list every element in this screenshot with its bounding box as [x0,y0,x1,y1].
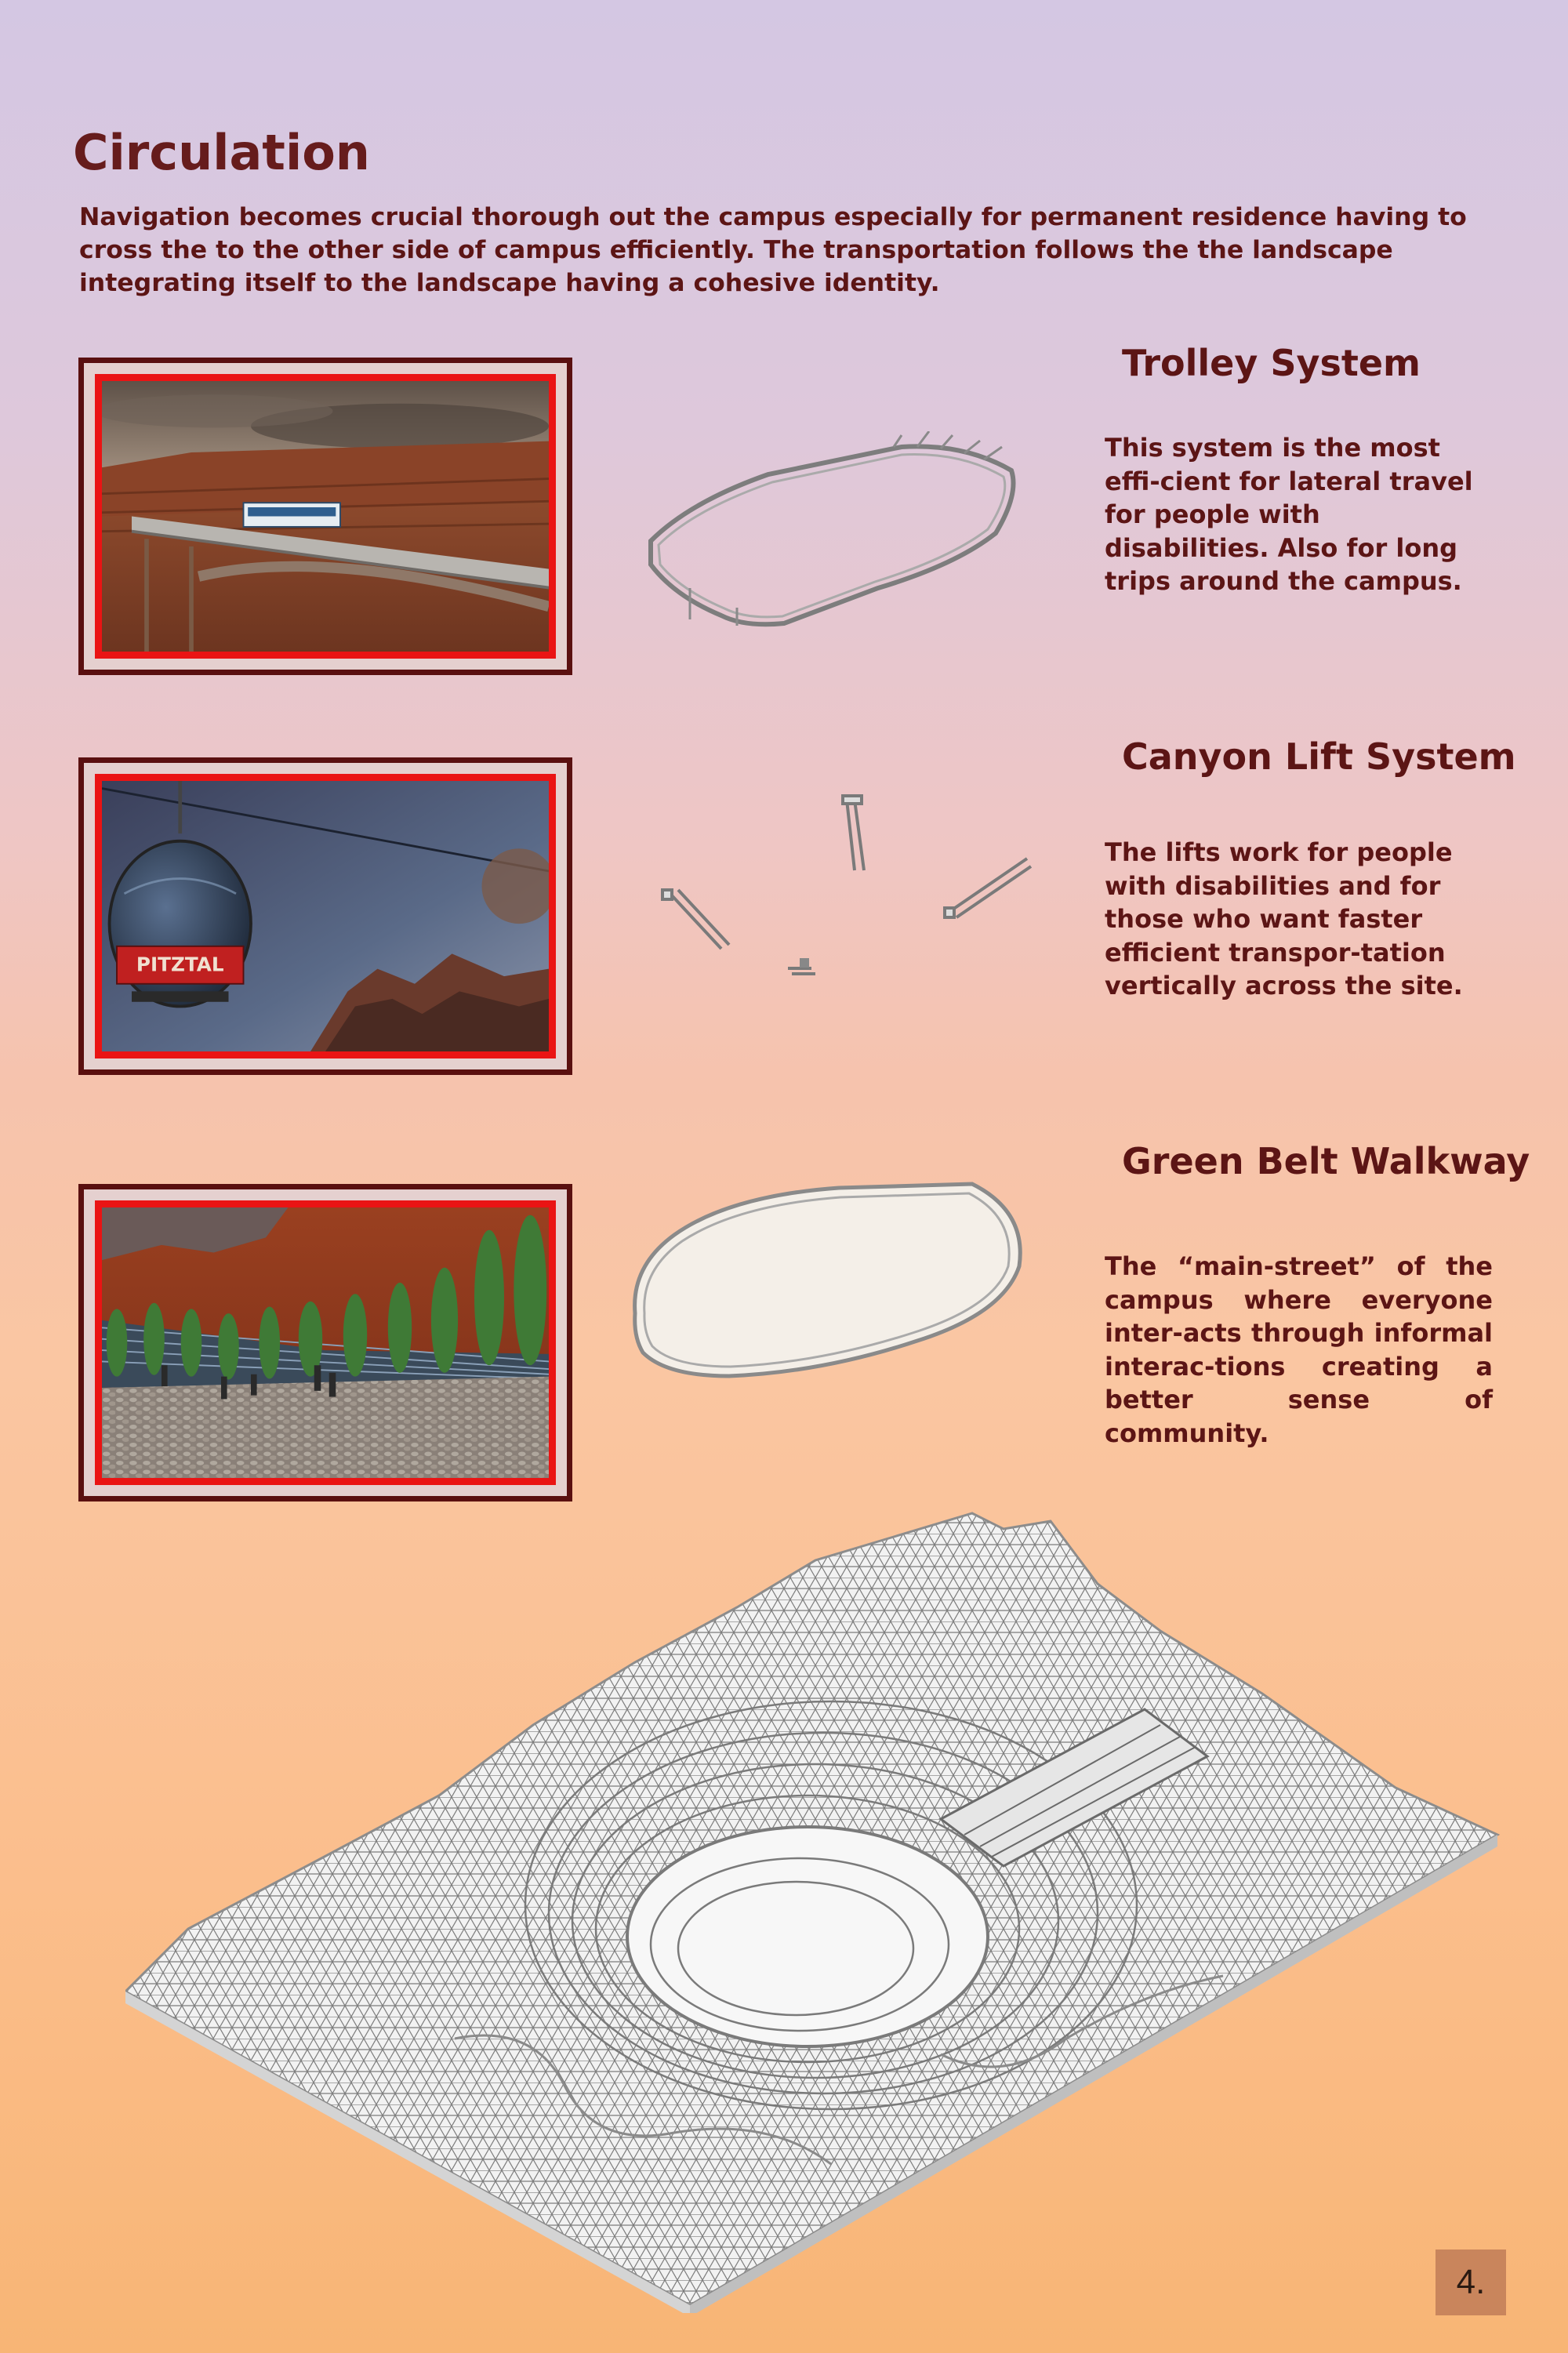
intro-paragraph: Navigation becomes crucial thorough out the campus especially for permanent residence having to cross the to the other side of campus efficiently. The transportation follows the the landscape integrating itself to the landscape having a cohesive identity. [79,203,1467,297]
section-heading-canyon-lift: Canyon Lift System [1122,735,1516,778]
gondola-photo [78,757,572,1075]
section-text-green-belt: The “main-street” of the campus where everyone inter-acts through informal interac-tions creating a better sense of community. [1105,1251,1493,1448]
trolley-photo [78,358,572,675]
page-title: Circulation [73,124,370,181]
section-text-canyon-lift: The lifts work for people with disabilities and for those who want faster efficient transpor-tation vertically across the site. [1105,837,1463,1000]
trolley-route-diagram [627,431,1035,635]
walkway-loop-diagram [619,1180,1027,1384]
section-text-trolley: This system is the most effi-cient for lateral travel for people with disabilities. Also for long trips around the campus. [1105,433,1473,596]
walkway-photo [78,1184,572,1501]
section-heading-trolley: Trolley System [1122,342,1421,384]
page-number-badge: 4. [1436,2250,1506,2315]
section-heading-green-belt: Green Belt Walkway [1122,1140,1530,1182]
gondola-sign-text: PITZTAL [136,953,224,976]
terrain-axonometric-drawing [125,1490,1513,2313]
canyon-lift-diagram [643,792,1035,1004]
